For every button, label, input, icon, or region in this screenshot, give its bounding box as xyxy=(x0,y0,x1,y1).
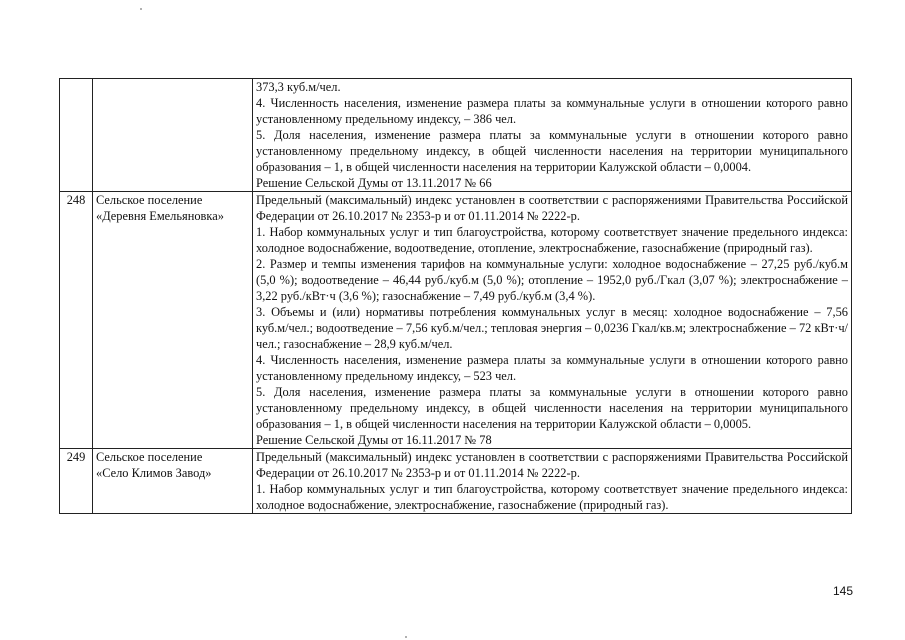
settlement-type: Сельское поселение xyxy=(96,193,203,207)
row-description xyxy=(253,449,852,514)
paragraph: 373,3 куб.м/чел. xyxy=(256,80,341,94)
paragraph: 2. Размер и темпы изменения тарифов на коммунальные услуги: холодное водоснабжение – 27,25 руб./куб.м (5,0 %); водоотведение – 46,44 руб./куб.м (5,0 %); отопление – 1952,0 руб./Гкал (3,07 %); электроснабжение – 3,22 руб./кВт·ч (3,6 %); газоснабжение – 7,49 руб./куб.м (3,4 %). xyxy=(256,257,848,303)
row-number: 248 xyxy=(60,192,93,449)
decision-reference: Решение Сельской Думы от 13.11.2017 № 66 xyxy=(256,176,492,190)
paragraph: 5. Доля населения, изменение размера платы за коммунальные услуги в отношении которого равно установленному предельному индексу, в общей численности населения на территории муниципального образования – 1, в общей численности населения на территории Калужской области – 0,0004. xyxy=(256,128,848,174)
settlement-title: «Деревня Емельяновка» xyxy=(96,209,224,223)
settlement-title: «Село Климов Завод» xyxy=(96,466,212,480)
decision-reference: Решение Сельской Думы от 16.11.2017 № 78 xyxy=(256,433,492,447)
table-row xyxy=(60,449,852,514)
settlement-name xyxy=(93,449,253,514)
paragraph: 1. Набор коммунальных услуг и тип благоустройства, которому соответствует значение предельного индекса: холодное водоснабжение, водоотведение, отопление, электроснабжение, газоснабжение (природный газ). xyxy=(256,225,848,255)
row-description xyxy=(253,79,852,192)
paragraph: 1. Набор коммунальных услуг и тип благоустройства, которому соответствует значение предельного индекса: холодное водоснабжение, электроснабжение, газоснабжение (природный газ). xyxy=(256,482,848,512)
row-number xyxy=(60,79,93,192)
settlement-name xyxy=(93,192,253,449)
paragraph: 4. Численность населения, изменение размера платы за коммунальные услуги в отношении которого равно установленному предельному индексу, – 523 чел. xyxy=(256,353,848,383)
row-description xyxy=(253,192,852,449)
utility-index-table xyxy=(59,78,852,514)
table-row xyxy=(60,79,852,192)
settlement-type: Сельское поселение xyxy=(96,450,203,464)
settlement-name xyxy=(93,79,253,192)
paragraph: 5. Доля населения, изменение размера платы за коммунальные услуги в отношении которого равно установленному предельному индексу, в общей численности населения на территории муниципального образования – 1, в общей численности населения на территории Калужской области – 0,0005. xyxy=(256,385,848,431)
paragraph: 3. Объемы и (или) нормативы потребления коммунальных услуг в месяц: холодное водоснабжение – 7,56 куб.м/чел.; водоотведение – 7,56 куб.м/чел.; тепловая энергия – 0,0236 Гкал/кв.м; электроснабжение – 72 кВт·ч/чел.; газоснабжение – 28,9 куб.м/чел. xyxy=(256,305,848,351)
row-number: 249 xyxy=(60,449,93,514)
scan-speck xyxy=(405,636,407,638)
table-row xyxy=(60,192,852,449)
paragraph: 4. Численность населения, изменение размера платы за коммунальные услуги в отношении которого равно установленному предельному индексу, – 386 чел. xyxy=(256,96,848,126)
page-number: 145 xyxy=(832,584,853,598)
paragraph: Предельный (максимальный) индекс установлен в соответствии с распоряжениями Правительства Российской Федерации от 26.10.2017 № 2353-р и от 01.11.2014 № 2222-р. xyxy=(256,450,848,480)
scan-speck xyxy=(140,8,142,10)
paragraph: Предельный (максимальный) индекс установлен в соответствии с распоряжениями Правительства Российской Федерации от 26.10.2017 № 2353-р и от 01.11.2014 № 2222-р. xyxy=(256,193,848,223)
